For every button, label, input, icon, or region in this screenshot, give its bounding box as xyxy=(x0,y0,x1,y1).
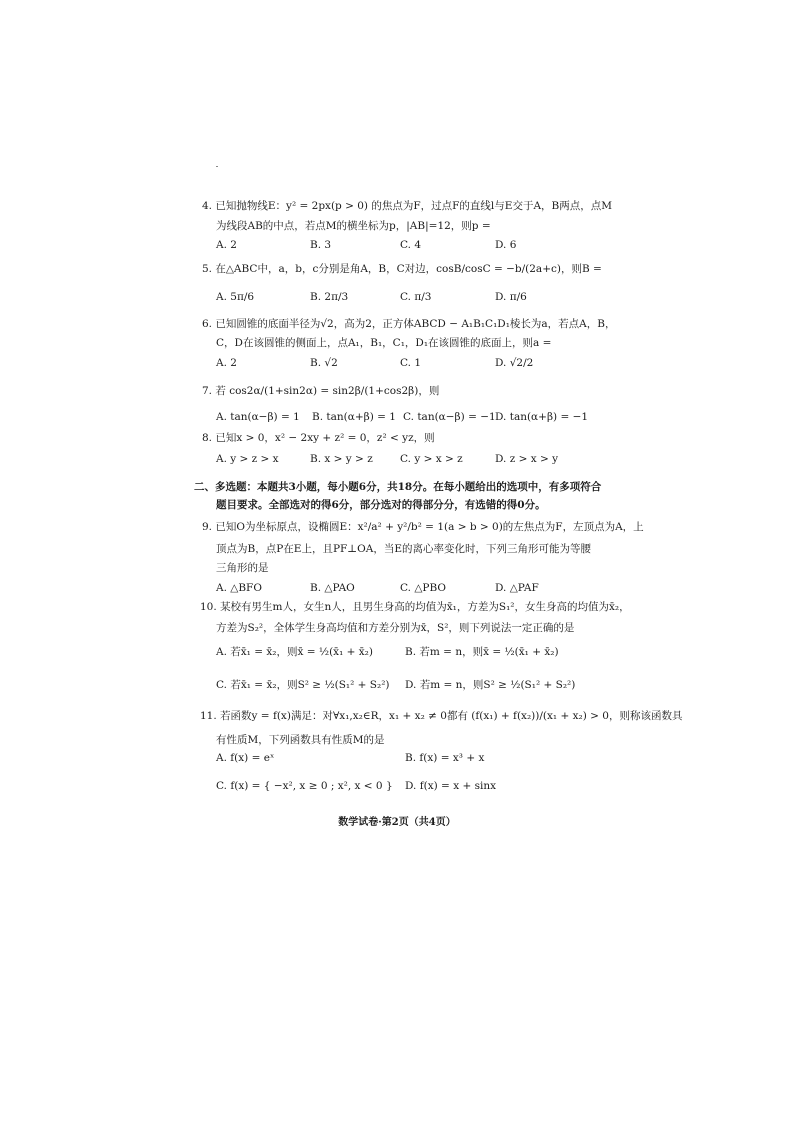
q7-option-c: C. tan(α−β) = −1 xyxy=(403,411,496,423)
q5-option-d: D. π/6 xyxy=(495,291,527,303)
q5-option-a: A. 5π/6 xyxy=(216,291,255,303)
section2-heading-line2: 题目要求。全部选对的得6分，部分选对的得部分分，有选错的得0分。 xyxy=(216,499,546,511)
q10-stem-line2: 方差为S₂²，全体学生身高均值和方差分别为x̄，S²，则下列说法一定正确的是 xyxy=(216,622,575,634)
q10-option-c: C. 若x̄₁ = x̄₂，则S² ≥ ½(S₁² + S₂²) xyxy=(216,679,390,691)
q9-stem-line1: 9. 已知O为坐标原点，设椭圆E：x²/a² + y²/b² = 1(a > b > 0)的左焦点为F，左顶点为A，上 xyxy=(202,521,644,533)
q7-option-a: A. tan(α−β) = 1 xyxy=(216,411,300,423)
q11-option-b: B. f(x) = x³ + x xyxy=(405,752,485,764)
q8-option-a: A. y > z > x xyxy=(216,453,279,465)
section2-heading-line1: 二、多选题：本题共3小题，每小题6分，共18分。在每小题给出的选项中，有多项符合 xyxy=(194,481,602,493)
q7-option-b: B. tan(α+β) = 1 xyxy=(312,411,396,423)
q11-option-a: A. f(x) = eˣ xyxy=(216,752,275,764)
q4-option-b: B. 3 xyxy=(310,239,332,251)
q6-stem-line1: 6. 已知圆锥的底面半径为√2，高为2，正方体ABCD − A₁B₁C₁D₁棱长为a，若点A，B， xyxy=(202,318,616,330)
q10-stem-line1: 10. 某校有男生m人，女生n人，且男生身高的均值为x̄₁，方差为S₁²，女生身高的均值为x̄₂， xyxy=(200,601,630,613)
q6-stem-line2: C，D在该圆锥的侧面上，点A₁，B₁，C₁，D₁在该圆锥的底面上，则a = xyxy=(216,337,552,349)
q8-stem: 8. 已知x > 0，x² − 2xy + z² = 0，z² < yz，则 xyxy=(202,432,435,444)
q9-stem-line2: 顶点为B，点P在E上，且PF⊥OA，当E的离心率变化时，下列三角形可能为等腰 xyxy=(216,543,592,555)
q6-option-a: A. 2 xyxy=(216,357,237,369)
q9-stem-line3: 三角形的是 xyxy=(216,562,269,574)
q4-stem-line2: 为线段AB的中点，若点M的横坐标为p，|AB|=12，则p = xyxy=(216,220,491,232)
q6-option-b: B. √2 xyxy=(310,357,338,369)
q4-stem-line1: 4. 已知抛物线E：y² = 2px(p > 0) 的焦点为F，过点F的直线l与E交于A，B两点，点M xyxy=(202,200,613,212)
q9-option-a: A. △BFO xyxy=(216,582,262,594)
q10-option-d: D. 若m = n，则S² ≥ ½(S₁² + S₂²) xyxy=(405,679,576,691)
page-footer: 数学试卷·第2页（共4页） xyxy=(338,817,456,828)
q8-option-c: C. y > x > z xyxy=(400,453,463,465)
q7-stem: 7. 若 cos2α/(1+sin2α) = sin2β/(1+cos2β)，则 xyxy=(202,385,440,397)
q6-option-d: D. √2/2 xyxy=(495,357,534,369)
q10-option-b: B. 若m = n，则x̄ = ½(x̄₁ + x̄₂) xyxy=(405,646,559,658)
q4-option-d: D. 6 xyxy=(495,239,517,251)
q9-option-d: D. △PAF xyxy=(495,582,539,594)
q11-option-d: D. f(x) = x + sinx xyxy=(405,780,497,792)
q9-option-b: B. △PAO xyxy=(310,582,355,594)
q4-option-a: A. 2 xyxy=(216,239,237,251)
q5-stem: 5. 在△ABC中，a，b，c分别是角A，B，C对边，cosB/cosC = −b/(2a+c)，则B = xyxy=(202,263,602,275)
q8-option-b: B. x > y > z xyxy=(310,453,373,465)
q11-stem-line2: 有性质M，下列函数具有性质M的是 xyxy=(216,734,385,746)
q7-option-d: D. tan(α+β) = −1 xyxy=(495,411,589,423)
q11-stem-line1: 11. 若函数y = f(x)满足：对∀x₁,x₂∈R，x₁ + x₂ ≠ 0都有 (f(x₁) + f(x₂))/(x₁ + x₂) > 0，则称该函数具 xyxy=(200,710,683,722)
q8-option-d: D. z > x > y xyxy=(495,453,559,465)
q10-option-a: A. 若x̄₁ = x̄₂，则x̄ = ½(x̄₁ + x̄₂) xyxy=(216,646,373,658)
q11-option-c: C. f(x) = { −x², x ≥ 0 ; x², x < 0 } xyxy=(216,780,393,792)
q4-option-c: C. 4 xyxy=(400,239,422,251)
q5-option-b: B. 2π/3 xyxy=(310,291,349,303)
q6-option-c: C. 1 xyxy=(400,357,422,369)
q9-option-c: C. △PBO xyxy=(400,582,446,594)
scan-speck xyxy=(216,166,218,167)
q5-option-c: C. π/3 xyxy=(400,291,432,303)
